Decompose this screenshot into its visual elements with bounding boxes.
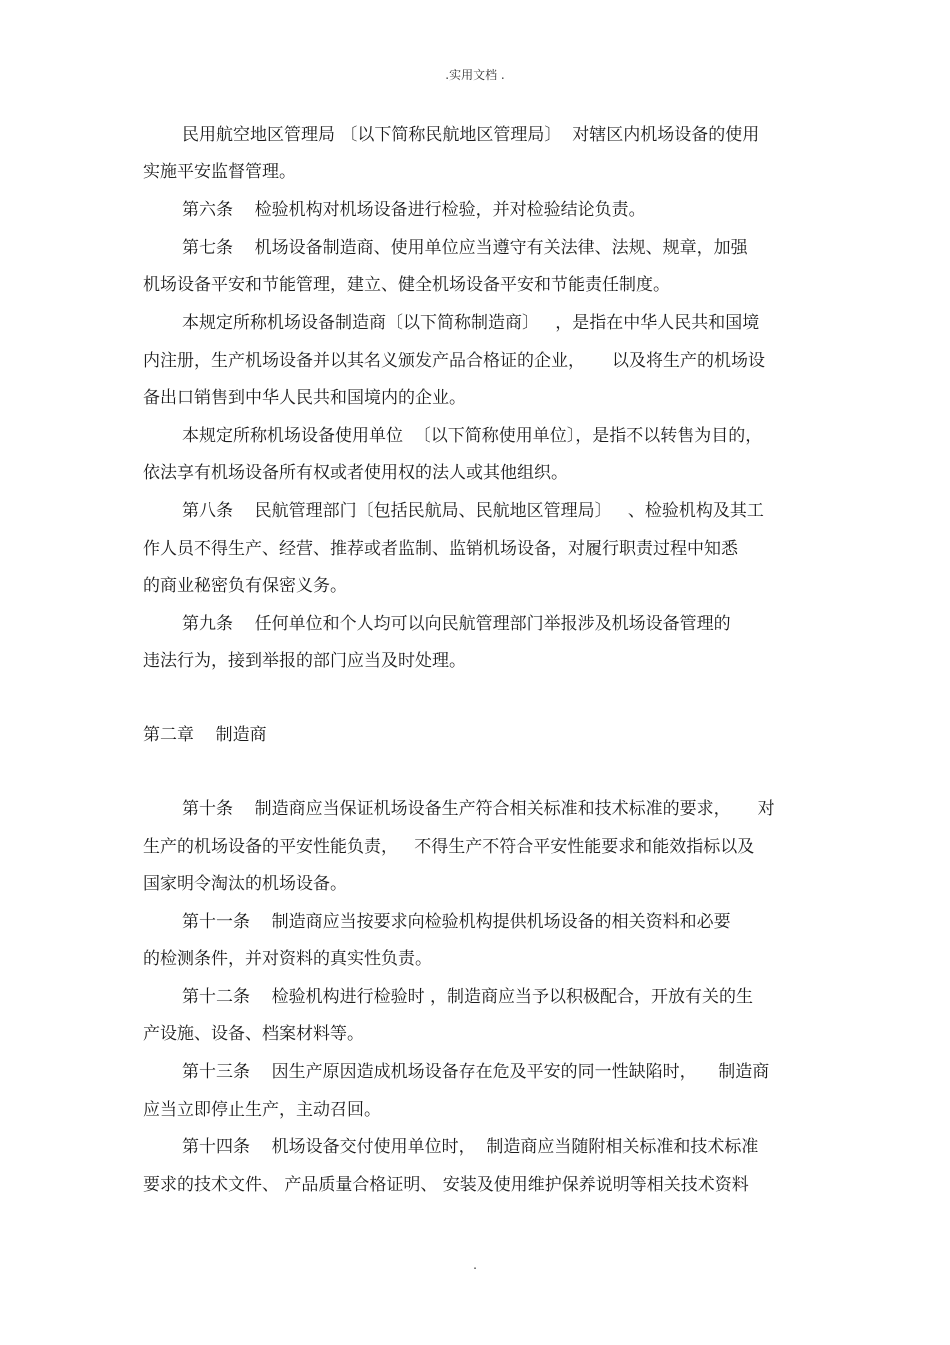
text-line: 的检测条件，并对资料的真实性负责。: [143, 949, 432, 969]
page-header: .实用文档 .: [445, 68, 505, 82]
chapter-heading: 第二章 制造商: [143, 725, 267, 745]
article-14: 第十四条 机场设备交付使用单位时， 制造商应当随附相关标准和技术标准: [182, 1137, 759, 1157]
text-line: 依法享有机场设备所有权或者使用权的法人或其他组织。: [143, 463, 568, 483]
text-line: 内注册，生产机场设备并以其名义颁发产品合格证的企业， 以及将生产的机场设: [143, 351, 766, 371]
article-9: 第九条 任何单位和个人均可以向民航管理部门举报涉及机场设备管理的: [182, 614, 731, 634]
text-line: 作人员不得生产、经营、推荐或者监制、监销机场设备，对履行职责过程中知悉: [143, 539, 738, 559]
text-line: 应当立即停止生产，主动召回。: [143, 1100, 381, 1120]
text-line: 本规定所称机场设备制造商〔以下简称制造商〕 ，是指在中华人民共和国境: [182, 313, 760, 333]
text-line: 备出口销售到中华人民共和国境内的企业。: [143, 388, 466, 408]
text-line: 民用航空地区管理局 〔以下简称民航地区管理局〕 对辖区内机场设备的使用: [182, 125, 760, 145]
article-6: 第六条 检验机构对机场设备进行检验，并对检验结论负责。: [182, 200, 646, 220]
text-line: 产设施、设备、档案材料等。: [143, 1024, 364, 1044]
text-line: 要求的技术文件、 产品质量合格证明、 安装及使用维护保养说明等相关技术资料: [143, 1175, 749, 1195]
text-line: 机场设备平安和节能管理，建立、健全机场设备平安和节能责任制度。: [143, 275, 670, 295]
article-11: 第十一条 制造商应当按要求向检验机构提供机场设备的相关资料和必要: [182, 912, 731, 932]
text-line: 本规定所称机场设备使用单位 〔以下简称使用单位〕，是指不以转售为目的，: [182, 426, 763, 446]
text-line: 生产的机场设备的平安性能负责， 不得生产不符合平安性能要求和能效指标以及: [143, 837, 755, 857]
text-line: 实施平安监督管理。: [143, 162, 296, 182]
article-10: 第十条 制造商应当保证机场设备生产符合相关标准和技术标准的要求， 对: [182, 799, 775, 819]
article-13: 第十三条 因生产原因造成机场设备存在危及平安的同一性缺陷时， 制造商: [182, 1062, 770, 1082]
article-12: 第十二条 检验机构进行检验时 ，制造商应当予以积极配合，开放有关的生: [182, 987, 754, 1007]
text-line: 的商业秘密负有保密义务。: [143, 576, 347, 596]
article-7: 第七条 机场设备制造商、使用单位应当遵守有关法律、法规、规章，加强: [182, 238, 748, 258]
text-line: 国家明令淘汰的机场设备。: [143, 874, 347, 894]
text-line: 违法行为，接到举报的部门应当及时处理。: [143, 651, 466, 671]
page-footer: .: [473, 1258, 477, 1272]
article-8: 第八条 民航管理部门〔包括民航局、民航地区管理局〕 、检验机构及其工: [182, 501, 764, 521]
